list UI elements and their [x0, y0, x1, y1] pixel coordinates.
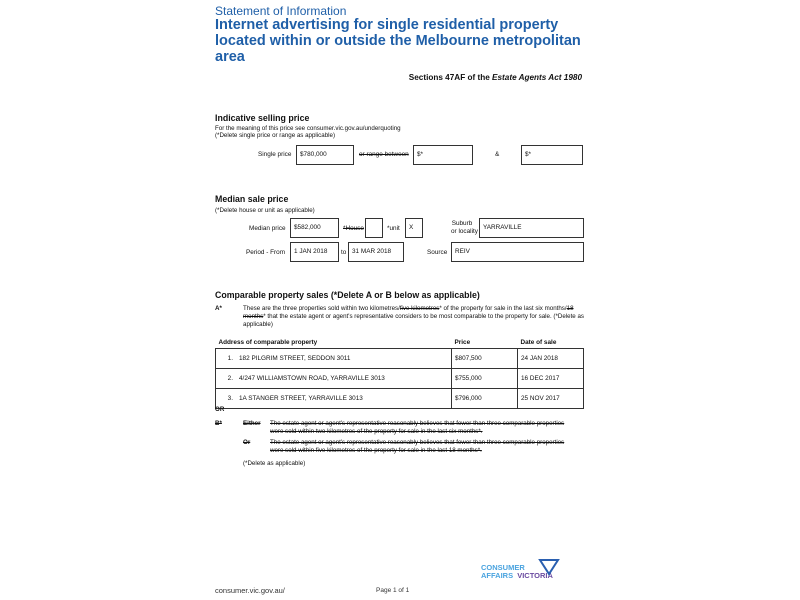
date-cell[interactable]: 24 JAN 2018	[518, 349, 584, 369]
act-name: Estate Agents Act 1980	[492, 73, 582, 82]
median-heading: Median sale price	[215, 194, 289, 204]
option-a-label: A*	[215, 305, 222, 312]
row-number: 3.	[227, 395, 233, 402]
unit-field[interactable]: X	[405, 218, 423, 238]
and-label: &	[495, 151, 500, 158]
median-price-field[interactable]: $582,000	[290, 218, 339, 238]
price-cell[interactable]: $796,000	[452, 389, 518, 409]
comparable-heading: Comparable property sales (*Delete A or B below as applicable)	[215, 290, 480, 300]
indicative-note-1: For the meaning of this price see consumer.vic.gov.au/underquoting	[215, 125, 401, 132]
period-from-field[interactable]: 1 JAN 2018	[290, 242, 339, 262]
row-address: 4/247 WILLIAMSTOWN ROAD, YARRAVILLE 3013	[239, 375, 385, 382]
address-cell[interactable]	[216, 349, 452, 369]
option-a-strike-2: 18 months	[243, 305, 574, 320]
range-from-field[interactable]: $*	[413, 145, 473, 165]
logo-line-1: CONSUMER	[481, 563, 525, 572]
or-label: OR	[215, 406, 225, 413]
suburb-label-line-2: or locality	[451, 228, 478, 235]
date-cell[interactable]: 16 DEC 2017	[518, 369, 584, 389]
row-address: 1A STANGER STREET, YARRAVILLE 3013	[239, 395, 363, 402]
suburb-label	[446, 220, 478, 236]
source-field[interactable]: REIV	[451, 242, 584, 262]
period-label: Period - From	[246, 249, 286, 256]
to-label: to	[341, 249, 347, 256]
sections-prefix: Sections 47AF of the	[408, 73, 493, 82]
option-a-text	[243, 305, 588, 329]
table-row	[216, 389, 584, 409]
consumer-affairs-logo	[481, 564, 553, 580]
unit-label: *unit	[387, 225, 400, 232]
row-number: 1.	[227, 355, 233, 362]
document-title: Internet advertising for single residential property located within or outside the Melbourne metropolitan area	[215, 17, 581, 65]
logo-line-2: AFFAIRS	[481, 571, 514, 580]
price-cell[interactable]: $807,500	[452, 349, 518, 369]
page-number: Page 1 of 1	[376, 587, 410, 594]
source-label: Source	[427, 249, 448, 256]
house-field[interactable]	[365, 218, 383, 238]
row-number: 2.	[227, 375, 233, 382]
option-a-text-1: These are the three properties sold within two kilometres/	[243, 305, 400, 312]
house-label: *House	[343, 225, 364, 232]
median-note: (*Delete house or unit as applicable)	[215, 207, 315, 214]
logo-line-3: VICTORIA	[517, 571, 553, 580]
option-b-note: (*Delete as applicable)	[243, 460, 306, 467]
period-to-field[interactable]: 31 MAR 2018	[348, 242, 404, 262]
comparable-section	[215, 290, 480, 300]
sections-reference	[409, 73, 582, 82]
address-cell[interactable]	[216, 389, 452, 409]
either-label: Either	[243, 420, 261, 427]
range-label: or range between	[359, 151, 409, 158]
indicative-section	[215, 113, 309, 123]
option-a-text-2: * of the property for sale in the last six months/	[439, 305, 567, 312]
price-cell[interactable]: $755,000	[452, 369, 518, 389]
single-price-label: Single price	[258, 151, 292, 158]
indicative-note-2: (*Delete single price or range as applicable)	[215, 132, 336, 139]
median-price-label: Median price	[249, 225, 286, 232]
table-row	[216, 349, 584, 369]
option-a-text-3: * that the estate agent or agent's representative considers to be most comparable to the property for sale. (*Delete as applicable)	[243, 313, 585, 328]
option-a-strike-1: five kilometres	[399, 305, 440, 312]
table-row	[216, 369, 584, 389]
header-address: Address of comparable property	[216, 337, 452, 349]
option-b-text-2: The estate agent or agent's representative reasonably believes that fewer than three comparable properties were sold within five kilometres of the property for sale in the last 18 months*.	[270, 439, 565, 454]
comparable-table	[215, 337, 584, 409]
suburb-label-line-1: Suburb	[451, 220, 473, 227]
row-address: 182 PILGRIM STREET, SEDDON 3011	[239, 355, 351, 362]
address-cell[interactable]	[216, 369, 452, 389]
or2-label: Or	[243, 439, 251, 446]
indicative-heading: Indicative selling price	[215, 113, 310, 123]
suburb-field[interactable]: YARRAVILLE	[479, 218, 584, 238]
median-section	[215, 194, 288, 204]
footer-url[interactable]: consumer.vic.gov.au/	[215, 586, 285, 595]
option-b-text-1: The estate agent or agent's representative reasonably believes that fewer than three comparable properties were sold within two kilometres of the property for sale in the last six months*.	[270, 420, 565, 435]
option-b-label: B*	[215, 420, 222, 427]
header-date: Date of sale	[518, 337, 584, 349]
header-price: Price	[452, 337, 518, 349]
statement-heading: Statement of Information	[215, 4, 347, 18]
victoria-triangle-icon	[538, 558, 560, 576]
single-price-field[interactable]: $780,000	[296, 145, 354, 165]
range-to-field[interactable]: $*	[521, 145, 583, 165]
table-header-row	[216, 337, 584, 349]
date-cell[interactable]: 25 NOV 2017	[518, 389, 584, 409]
